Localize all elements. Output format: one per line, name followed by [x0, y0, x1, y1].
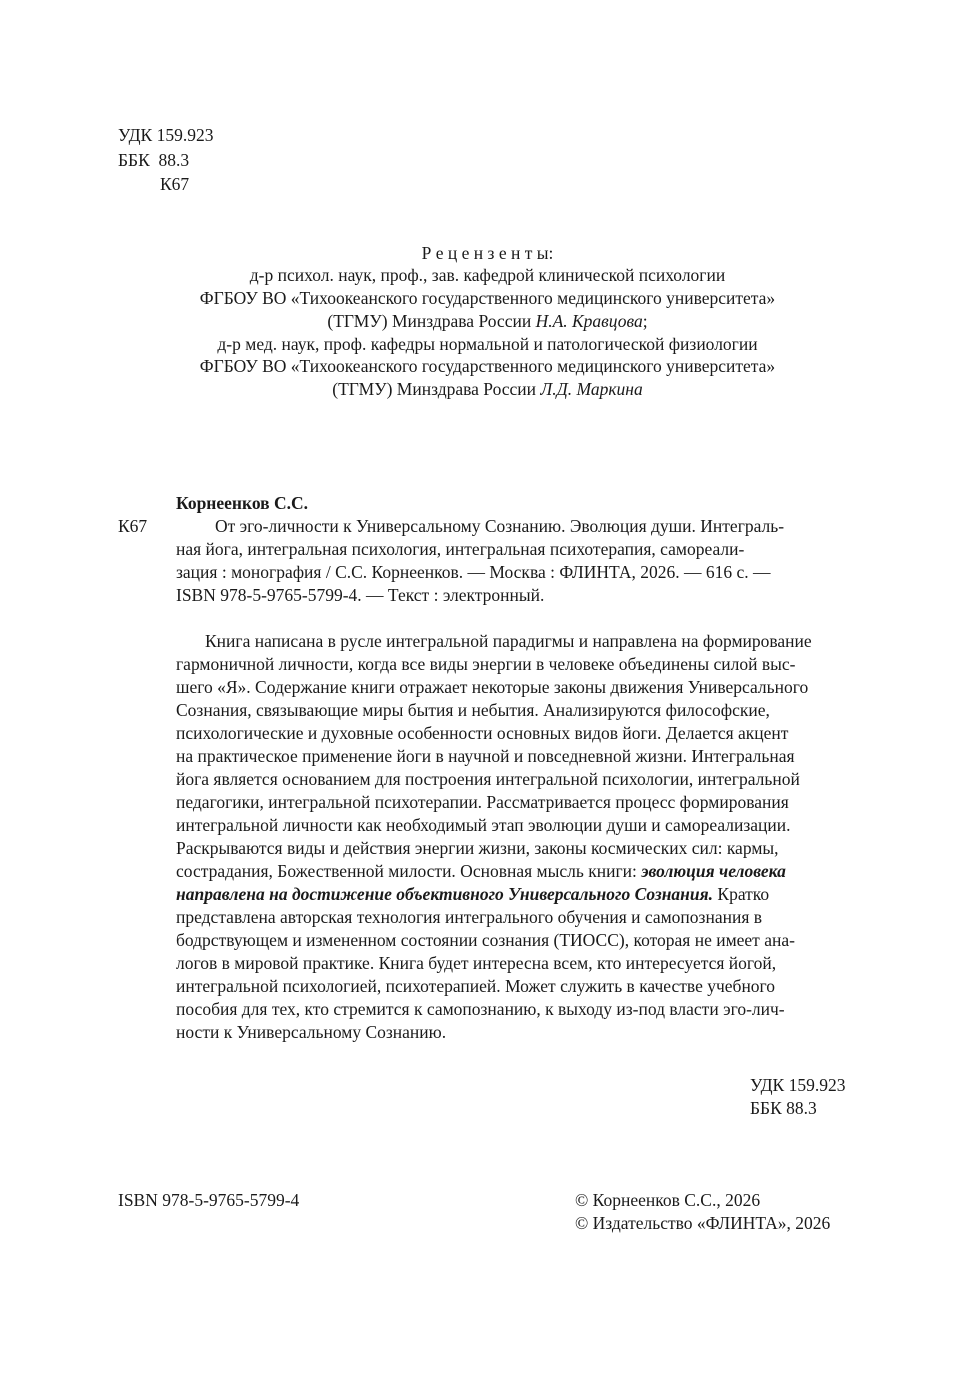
udk-bottom: УДК 159.923 [750, 1075, 846, 1095]
udk-top: УДК 159.923 [118, 125, 214, 145]
reviewer-2-name: Л.Д. Маркина [540, 379, 643, 399]
reviewer-2-institution: ФГБОУ ВО «Тихоокеанского государственного медицинского университета» [199, 356, 776, 376]
copyright-author: © Корнеенков С.С., 2026 [575, 1190, 761, 1210]
key-idea-emphasis: направлена на достижение объективного Универсального Сознания. [176, 884, 714, 904]
abstract-line: ности к Универсальному Сознанию. [176, 1022, 447, 1042]
abstract-line: на практическое применение йоги в научной и повседневной жизни. Интегральная [176, 746, 795, 766]
abstract-line: психологические и духовные особенности основных видов йоги. Делается акцент [176, 723, 789, 743]
abstract-line: интегральной психологией, психотерапией. Может служить в качестве учебного [176, 976, 776, 996]
abstract-line: интегральной личности как необходимый этап эволюции души и самореализации. [176, 815, 791, 835]
bbk-top: ББК 88.3 [118, 150, 190, 170]
bib-line: От эго-личности к Универсальному Сознанию. Эволюция души. Интеграль- [215, 516, 785, 536]
reviewer-1-institution: ФГБОУ ВО «Тихоокеанского государственного медицинского университета» [199, 288, 776, 308]
abstract-line: логов в мировой практике. Книга будет интересна всем, кто интересуется йогой, [176, 953, 777, 973]
abstract-line: сострадания, Божественной милости. Основная мысль книги: эволюция человека [176, 861, 786, 881]
bib-line: ISBN 978-5-9765-5799-4. — Текст : электронный. [176, 585, 545, 605]
abstract-line: педагогики, интегральной психотерапии. Рассматривается процесс формирования [176, 792, 789, 812]
abstract-line: пособия для тех, кто стремится к самопознанию, к выходу из-под власти эго-лич- [176, 999, 785, 1019]
reviewer-1-position: д-р психол. наук, проф., зав. кафедрой клинической психологии [249, 265, 726, 285]
abstract-line: направлена на достижение объективного Универсального Сознания. Кратко [176, 884, 770, 904]
isbn: ISBN 978-5-9765-5799-4 [118, 1190, 300, 1210]
reviewers-heading: Р е ц е н з е н т ы: [421, 243, 554, 263]
abstract-line: шего «Я». Содержание книги отражает некоторые законы движения Универсального [176, 677, 809, 697]
bib-author-mark: К67 [118, 516, 148, 536]
bib-line: ная йога, интегральная психология, интегральная психотерапия, самореали- [176, 539, 745, 559]
author-mark-top: К67 [160, 174, 190, 194]
bbk-bottom: ББК 88.3 [750, 1098, 817, 1118]
abstract-line: представлена авторская технология интегрального обучения и самопознания в [176, 907, 763, 927]
copyright-publisher: © Издательство «ФЛИНТА», 2026 [575, 1213, 831, 1233]
abstract-line: Сознания, связывающие миры бытия и небытия. Анализируются философские, [176, 700, 770, 720]
reviewer-1-affiliation: (ТГМУ) Минздрава России Н.А. Кравцова; [327, 311, 648, 331]
reviewer-2-position: д-р мед. наук, проф. кафедры нормальной и патологической физиологии [217, 334, 758, 354]
abstract-line: бодрствующем и измененном состоянии сознания (ТИОСС), которая не имеет ана- [176, 930, 795, 950]
abstract-line: йога является основанием для построения интегральной психологии, интегральной [176, 769, 800, 789]
bib-line: зация : монография / С.С. Корнеенков. — Москва : ФЛИНТА, 2026. — 616 с. — [176, 562, 771, 582]
abstract-line: гармоничной личности, когда все виды энергии в человеке объединены силой выс- [176, 654, 796, 674]
reviewer-2-affiliation: (ТГМУ) Минздрава России Л.Д. Маркина [332, 379, 643, 399]
key-idea-emphasis: эволюция человека [641, 861, 786, 881]
abstract-line: Раскрываются виды и действия энергии жизни, законы космических сил: кармы, [176, 838, 779, 858]
bib-author: Корнеенков С.С. [176, 493, 309, 513]
reviewer-1-name: Н.А. Кравцова [535, 311, 643, 331]
abstract-line: Книга написана в русле интегральной парадигмы и направлена на формирование [205, 631, 812, 651]
